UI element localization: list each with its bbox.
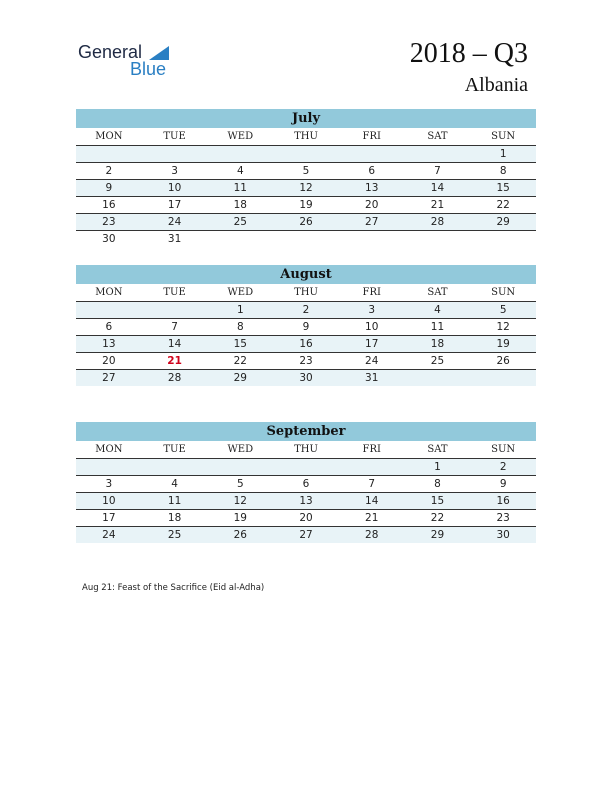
week-row bbox=[76, 459, 536, 476]
day-cell: 13 bbox=[102, 338, 116, 350]
day-cell: 13 bbox=[365, 182, 379, 194]
holiday-notes bbox=[82, 583, 264, 593]
weekday-label: TUE bbox=[163, 287, 186, 298]
day-cell: 27 bbox=[102, 372, 116, 384]
day-cell: 16 bbox=[102, 199, 116, 211]
weekday-label: SUN bbox=[491, 444, 516, 455]
day-cell bbox=[76, 302, 142, 318]
day-cell: 30 bbox=[496, 529, 510, 541]
day-cell: 23 bbox=[299, 355, 313, 367]
day-cell: 11 bbox=[167, 495, 182, 507]
day-cell: 14 bbox=[365, 495, 379, 507]
weekday-header-row bbox=[76, 284, 536, 302]
day-cell: 4 bbox=[434, 304, 441, 316]
day-cell bbox=[405, 146, 471, 162]
day-cell: 6 bbox=[302, 478, 310, 490]
day-cell: 5 bbox=[236, 478, 244, 490]
day-cell: 2 bbox=[302, 304, 310, 316]
day-cell bbox=[76, 146, 142, 162]
day-cell: 6 bbox=[105, 321, 113, 333]
day-cell: 30 bbox=[102, 233, 116, 245]
weekday-label: THU bbox=[294, 444, 318, 455]
day-cell: 26 bbox=[496, 355, 510, 367]
day-cell bbox=[207, 459, 273, 475]
weekday-label: THU bbox=[294, 131, 318, 142]
day-cell: 12 bbox=[496, 321, 510, 333]
weekday-label: WED bbox=[227, 131, 254, 142]
day-cell bbox=[339, 231, 405, 247]
day-cell bbox=[142, 146, 208, 162]
day-cell: 9 bbox=[499, 478, 507, 490]
month-september bbox=[76, 422, 536, 543]
week-row bbox=[76, 319, 536, 336]
day-cell: 3 bbox=[105, 478, 113, 490]
day-cell: 29 bbox=[496, 216, 510, 228]
day-cell: 4 bbox=[171, 478, 178, 490]
day-cell: 3 bbox=[171, 165, 178, 177]
day-cell: 17 bbox=[365, 338, 379, 350]
day-cell: 8 bbox=[236, 321, 244, 333]
day-cell bbox=[76, 459, 142, 475]
day-cell: 8 bbox=[434, 478, 441, 490]
day-cell: 30 bbox=[299, 372, 313, 384]
weekday-label: MON bbox=[95, 287, 123, 298]
day-cell: 18 bbox=[167, 512, 182, 524]
page-title: 2018 – Q3 bbox=[409, 38, 528, 69]
day-cell: 12 bbox=[299, 182, 313, 194]
day-cell bbox=[207, 231, 273, 247]
month-header: July bbox=[76, 109, 536, 128]
weekday-header-row bbox=[76, 441, 536, 459]
day-cell: 18 bbox=[430, 338, 445, 350]
weekday-label: TUE bbox=[163, 444, 186, 455]
week-row bbox=[76, 214, 536, 231]
day-cell: 23 bbox=[496, 512, 510, 524]
day-cell bbox=[339, 146, 405, 162]
weekday-label: WED bbox=[227, 444, 254, 455]
day-cell: 25 bbox=[167, 529, 182, 541]
day-cell: 7 bbox=[368, 478, 376, 490]
weekday-label: THU bbox=[294, 287, 318, 298]
day-cell: 11 bbox=[233, 182, 247, 194]
day-cell: 5 bbox=[302, 165, 310, 177]
day-cell bbox=[273, 146, 339, 162]
day-cell bbox=[142, 459, 208, 475]
day-cell: 27 bbox=[299, 529, 313, 541]
day-cell: 14 bbox=[430, 182, 445, 194]
weekday-header-row bbox=[76, 128, 536, 146]
day-cell: 10 bbox=[167, 182, 182, 194]
day-cell: 24 bbox=[102, 529, 116, 541]
day-cell: 24 bbox=[365, 355, 379, 367]
day-cell: 22 bbox=[430, 512, 445, 524]
day-cell: 28 bbox=[430, 216, 445, 228]
day-cell: 17 bbox=[167, 199, 182, 211]
day-cell bbox=[405, 370, 471, 386]
day-cell: 19 bbox=[496, 338, 510, 350]
day-cell: 16 bbox=[496, 495, 510, 507]
holiday-note: Aug 21: Feast of the Sacrifice (Eid al-Adha) bbox=[82, 583, 265, 593]
week-row bbox=[76, 510, 536, 527]
day-cell: 9 bbox=[302, 321, 310, 333]
day-cell: 18 bbox=[233, 199, 247, 211]
day-cell: 5 bbox=[499, 304, 507, 316]
weekday-label: FRI bbox=[362, 287, 381, 298]
weekday-label: SAT bbox=[427, 444, 448, 455]
day-cell: 19 bbox=[299, 199, 313, 211]
weekday-label: SAT bbox=[427, 131, 448, 142]
day-cell: 26 bbox=[299, 216, 313, 228]
day-cell bbox=[273, 231, 339, 247]
day-cell: 10 bbox=[102, 495, 116, 507]
day-cell bbox=[207, 146, 273, 162]
day-cell bbox=[142, 302, 208, 318]
month-august bbox=[76, 265, 536, 386]
day-cell: 24 bbox=[167, 216, 182, 228]
day-cell: 12 bbox=[233, 495, 247, 507]
day-cell: 31 bbox=[365, 372, 379, 384]
day-cell: 27 bbox=[365, 216, 379, 228]
week-row bbox=[76, 493, 536, 510]
day-cell: 15 bbox=[430, 495, 445, 507]
month-header: August bbox=[76, 265, 536, 284]
logo-triangle-icon bbox=[149, 46, 169, 60]
day-cell: 25 bbox=[233, 216, 247, 228]
weekday-label: FRI bbox=[362, 131, 381, 142]
week-row bbox=[76, 336, 536, 353]
day-cell: 9 bbox=[105, 182, 113, 194]
day-cell: 20 bbox=[299, 512, 313, 524]
day-cell: 13 bbox=[299, 495, 313, 507]
day-cell: 7 bbox=[434, 165, 441, 177]
weekday-label: MON bbox=[95, 131, 123, 142]
day-cell bbox=[273, 459, 339, 475]
day-cell: 17 bbox=[102, 512, 116, 524]
day-cell: 8 bbox=[499, 165, 507, 177]
week-row bbox=[76, 302, 536, 319]
weekday-label: MON bbox=[95, 444, 123, 455]
weekday-label: WED bbox=[227, 287, 254, 298]
day-cell: 16 bbox=[299, 338, 313, 350]
month-header: September bbox=[76, 422, 536, 441]
day-cell: 2 bbox=[499, 461, 507, 473]
day-cell: 15 bbox=[496, 182, 510, 194]
day-cell: 14 bbox=[167, 338, 182, 350]
week-row bbox=[76, 231, 536, 247]
day-cell: 4 bbox=[236, 165, 244, 177]
day-cell: 28 bbox=[365, 529, 379, 541]
weekday-label: SUN bbox=[491, 287, 516, 298]
week-row bbox=[76, 146, 536, 163]
day-cell: 6 bbox=[368, 165, 376, 177]
holiday-day-cell: 21 bbox=[167, 355, 182, 367]
week-row bbox=[76, 476, 536, 493]
day-cell: 7 bbox=[171, 321, 178, 333]
day-cell: 28 bbox=[167, 372, 182, 384]
day-cell bbox=[470, 231, 536, 247]
day-cell: 3 bbox=[368, 304, 376, 316]
day-cell: 22 bbox=[233, 355, 247, 367]
week-row bbox=[76, 353, 536, 370]
day-cell: 23 bbox=[102, 216, 116, 228]
weekday-label: SAT bbox=[427, 287, 448, 298]
weekday-label: TUE bbox=[163, 131, 186, 142]
day-cell: 1 bbox=[434, 461, 441, 473]
day-cell: 26 bbox=[233, 529, 247, 541]
day-cell: 10 bbox=[365, 321, 379, 333]
day-cell: 2 bbox=[105, 165, 113, 177]
day-cell bbox=[470, 370, 536, 386]
day-cell: 21 bbox=[430, 199, 445, 211]
weekday-label: SUN bbox=[491, 131, 516, 142]
week-row bbox=[76, 370, 536, 386]
day-cell: 1 bbox=[236, 304, 244, 316]
day-cell: 25 bbox=[430, 355, 445, 367]
logo-text-blue: Blue bbox=[130, 59, 167, 79]
day-cell: 29 bbox=[233, 372, 247, 384]
weekday-label: FRI bbox=[362, 444, 381, 455]
day-cell: 11 bbox=[430, 321, 445, 333]
day-cell: 20 bbox=[365, 199, 379, 211]
day-cell: 31 bbox=[167, 233, 182, 245]
day-cell: 29 bbox=[430, 529, 445, 541]
week-row bbox=[76, 527, 536, 543]
country-name: Albania bbox=[464, 74, 528, 96]
week-row bbox=[76, 180, 536, 197]
day-cell bbox=[405, 231, 471, 247]
day-cell: 20 bbox=[102, 355, 116, 367]
day-cell: 19 bbox=[233, 512, 247, 524]
day-cell: 1 bbox=[499, 148, 507, 160]
day-cell: 15 bbox=[233, 338, 247, 350]
week-row bbox=[76, 197, 536, 214]
day-cell bbox=[339, 459, 405, 475]
logo-text-general: General bbox=[78, 42, 143, 62]
week-row bbox=[76, 163, 536, 180]
day-cell: 21 bbox=[365, 512, 379, 524]
month-july bbox=[76, 109, 536, 247]
logo bbox=[78, 42, 188, 82]
day-cell: 22 bbox=[496, 199, 510, 211]
